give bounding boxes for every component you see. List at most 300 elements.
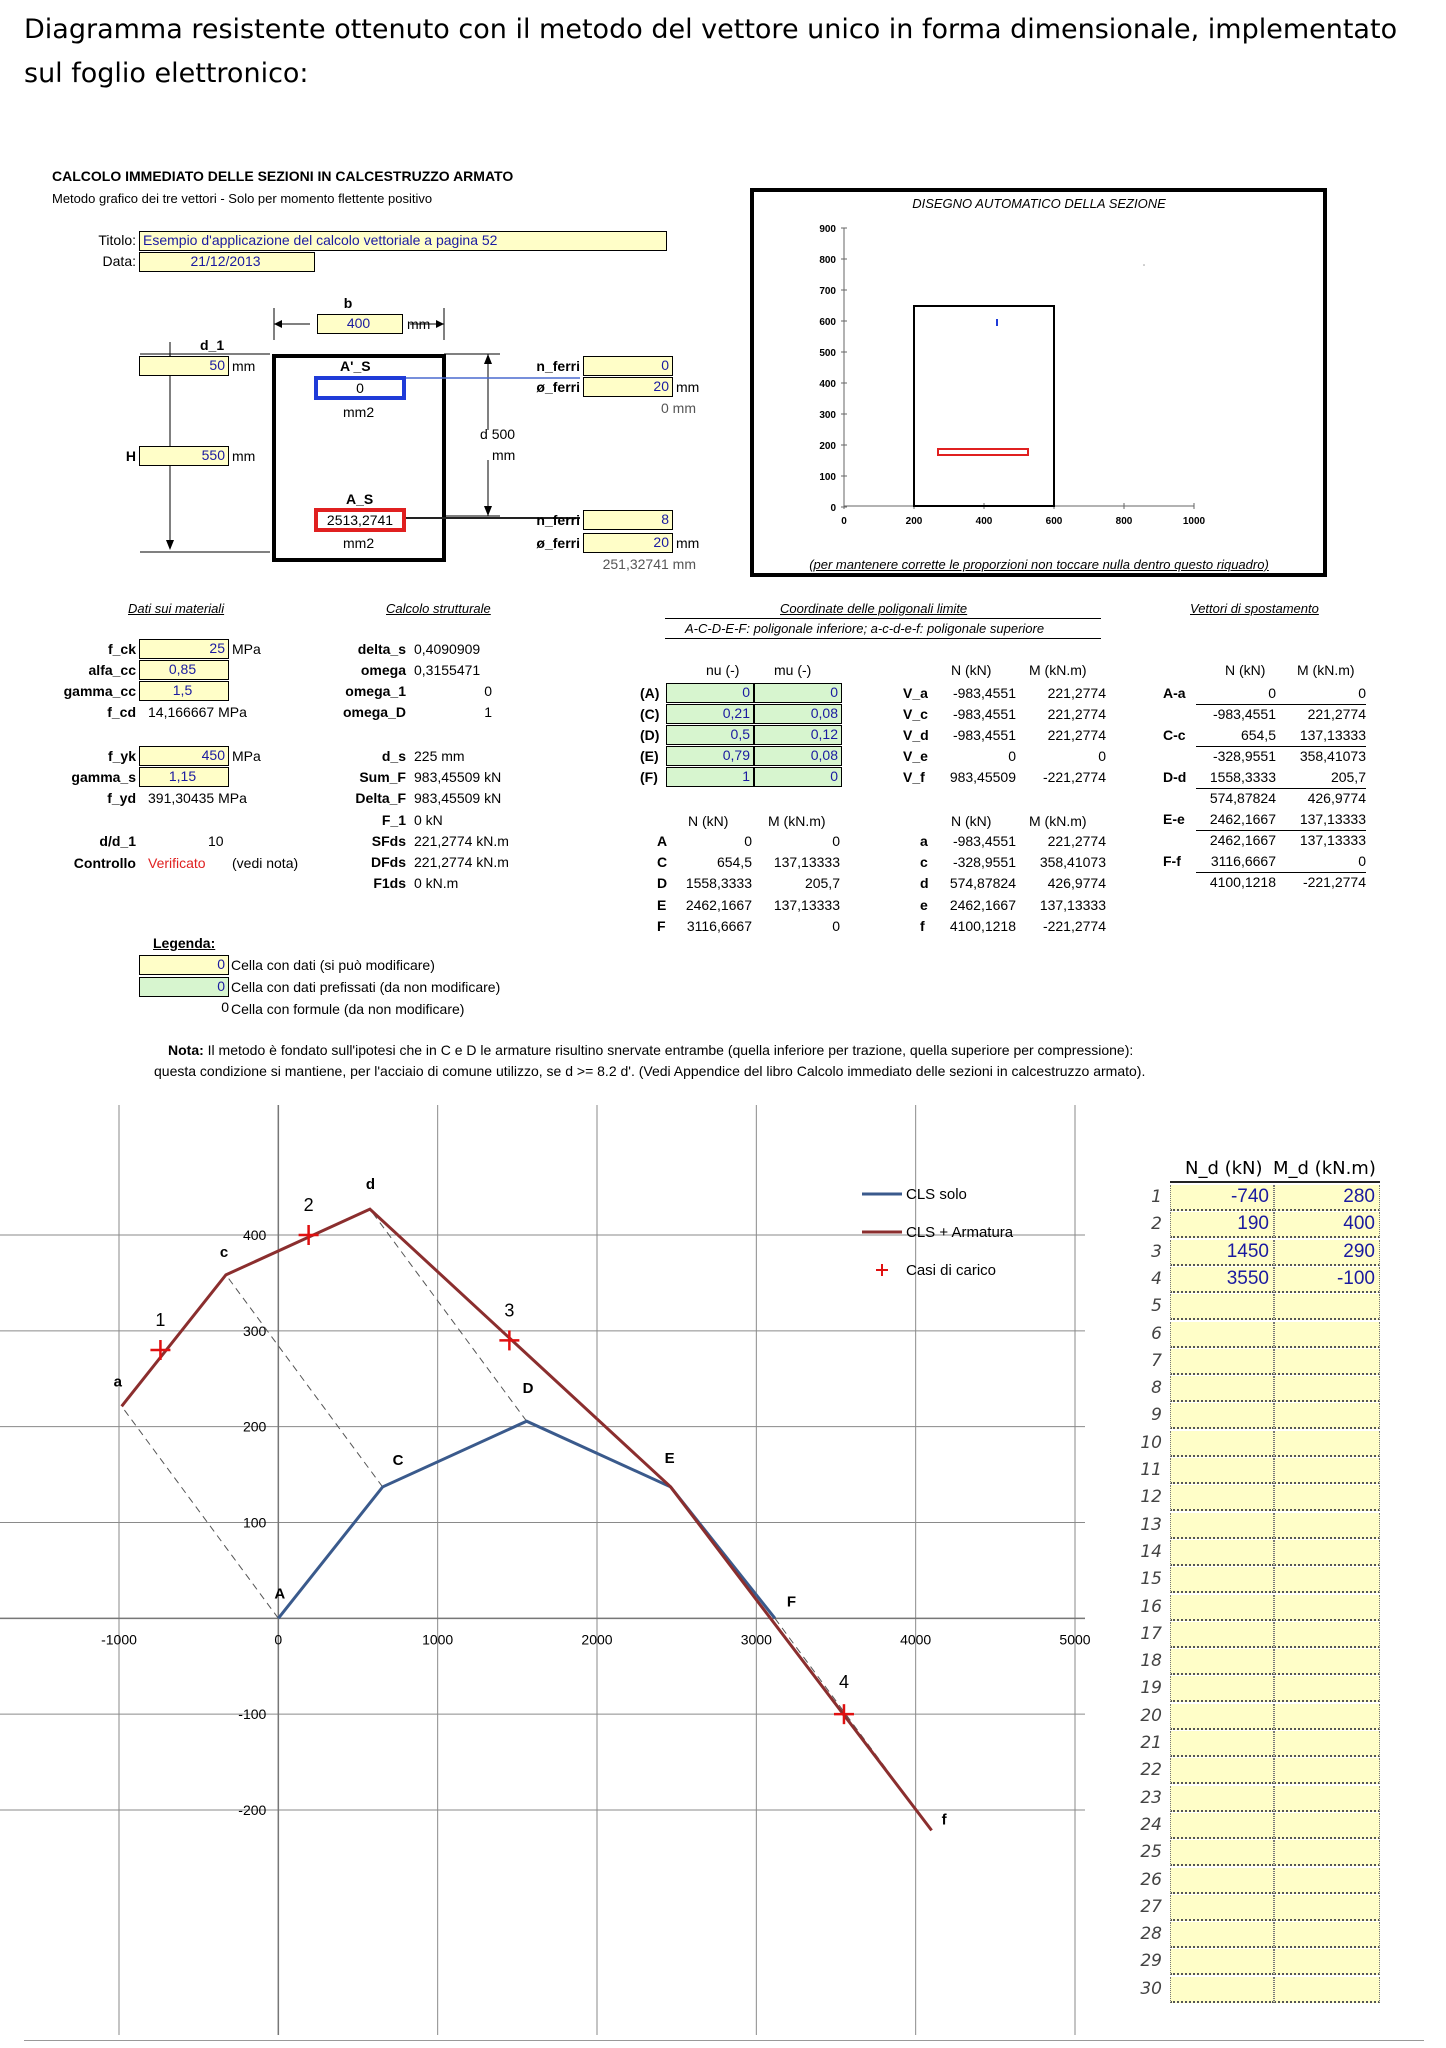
upper-n: 574,87824 [949,875,1016,892]
x-tick-label: 2000 [581,1631,613,1648]
fck-label: f_ck [107,641,136,657]
lower-m: 137,13333 [773,854,840,871]
md-cell[interactable] [1274,1485,1380,1511]
drawing-x-tick: 200 [905,516,923,527]
row-number: 25 [1140,1842,1162,1863]
divider [665,618,1101,619]
dd1-label: d/d_1 [99,833,136,849]
dd1-value: 10 [208,833,224,849]
row-number: 7 [1151,1350,1162,1371]
row-number: 2 [1151,1214,1162,1235]
upper-n-header: N (kN) [951,813,992,829]
mu-value[interactable]: 0 [754,767,842,787]
vertex-label: a [113,1373,122,1391]
md-cell[interactable] [1274,1595,1380,1621]
shift-m1: 137,13333 [1299,811,1366,827]
md-cell[interactable] [1274,1840,1380,1866]
phi-bot-input[interactable]: 20 [583,533,673,553]
lower-tag: D [657,875,668,892]
shift-tag: C-c [1163,727,1186,743]
alfacc-label: alfa_cc [88,662,136,678]
shift-m2: 426,9774 [1307,790,1366,806]
drawing-x-tick: 1000 [1182,516,1206,527]
upper-tag: e [920,896,928,913]
nd-cell[interactable] [1170,1731,1274,1757]
nu-value[interactable]: 0 [666,683,754,703]
row-number: 20 [1140,1705,1162,1726]
nd-cell[interactable] [1170,1622,1274,1648]
legend-swatch: 0 [139,977,229,997]
upper-m: 221,2774 [1047,833,1106,849]
row-number: 1 [1151,1187,1162,1207]
bot-extra: 251,32741 mm [602,556,696,572]
v-tag: V_c [903,706,928,722]
n-ferri-top-input[interactable]: 0 [583,356,673,376]
shift-n2: 574,87824 [1209,790,1276,806]
md-cell[interactable] [1274,1676,1380,1702]
v-n-header: N (kN) [951,662,992,678]
md-header: M_d (kN.m) [1273,1158,1376,1179]
data-label: Data: [102,253,136,269]
top-extra: 0 mm [661,400,696,416]
v-m: -221,2774 [1042,769,1106,785]
struct-value: 983,45509 kN [414,790,502,807]
lower-tag: C [657,854,668,871]
load-case-label: 2 [303,1195,314,1215]
mu-value[interactable]: 0,08 [754,746,842,766]
upper-tag: a [920,833,928,849]
upper-m: -221,2774 [1042,917,1106,934]
nu-tag: (E) [640,748,659,764]
mu-value[interactable]: 0 [754,683,842,703]
struct-label: omega_D [342,704,406,720]
row-number: 17 [1140,1623,1162,1644]
nd-cell[interactable] [1170,1840,1274,1866]
nu-tag: (C) [640,706,660,722]
d1-label: d_1 [200,337,225,353]
y-tick-label: -200 [238,1802,267,1818]
struct-value: 0,4090909 [414,641,481,657]
struct-label: Delta_F [355,790,406,807]
row-number: 5 [1151,1296,1162,1317]
v-m: 0 [1098,748,1106,764]
vertex-label: F [786,1593,797,1611]
struct-value: 221,2774 kN.m [414,854,509,870]
auto-drawing-box [750,188,1327,577]
h-label: H [125,448,136,464]
drawing-y-tick: 500 [819,348,836,359]
struct-label: F_1 [381,811,406,828]
nd-cell[interactable]: 1450 [1170,1240,1274,1266]
drawn-bottom-bar [938,449,1028,455]
md-cell[interactable] [1274,1349,1380,1375]
md-cell[interactable] [1274,1567,1380,1593]
nd-cell[interactable] [1170,1595,1274,1621]
nd-cell[interactable] [1170,1758,1274,1784]
nd-cell[interactable]: 190 [1170,1212,1274,1238]
polygonal-header: Coordinate delle poligonali limite [780,601,968,616]
shift-header: Vettori di spostamento [1190,601,1319,616]
nd-cell[interactable] [1170,1403,1274,1429]
drawing-x-tick: 600 [1045,516,1063,527]
row-number: 26 [1140,1869,1162,1890]
lower-tag: A [657,833,668,849]
lower-n: 654,5 [716,854,752,871]
nd-cell[interactable] [1170,1431,1274,1457]
md-cell[interactable] [1274,1649,1380,1675]
struct-value: 225 mm [414,748,465,764]
lower-m: 205,7 [804,875,840,892]
mu-value[interactable]: 0,12 [754,725,842,745]
section-plot [814,220,1314,540]
shift-m1: 137,13333 [1299,727,1366,743]
md-cell[interactable]: -100 [1274,1267,1380,1293]
legend-text: Cella con dati prefissati (da non modificare) [231,979,501,995]
intro-text: Diagramma resistente ottenuto con il metodo del vettore unico in forma dimensionale, implementato sul foglio elettronico: [24,14,1398,89]
shift-rule [1196,788,1366,789]
upper-n: 2462,1667 [949,896,1016,913]
legend-title: Legenda: [153,935,216,951]
struct-value: 0,3155471 [414,662,481,678]
lower-n: 3116,6667 [686,917,752,934]
note-line2: questa condizione si mantiene, per l'acciaio di comune utilizzo, se d >= 8.2 d'. (Vedi Appendice del libro Calcolo immediato delle sezioni in calcestruzzo armato). [154,1063,1146,1079]
phi-bot-label: ø_ferri [536,535,580,551]
alfacc-input[interactable]: 0,85 [139,660,229,680]
nd-cell[interactable] [1170,1949,1274,1975]
load-case-label: 1 [155,1310,166,1330]
md-cell[interactable]: 400 [1274,1212,1380,1238]
md-cell[interactable] [1274,1431,1380,1457]
note-line1: Nota: Il metodo è fondato sull'ipotesi che in C e D le armature risultino snervate entrambe (quella inferiore per trazione, quella superiore per compressione): [168,1042,1134,1058]
row-number: 4 [1151,1268,1162,1289]
row-number: 27 [1140,1896,1162,1917]
fcd-label: f_cd [107,704,136,720]
legend-label: CLS + Armatura [906,1224,1014,1241]
md-cell[interactable] [1274,1731,1380,1757]
lower-m: 137,13333 [773,896,840,913]
y-tick-label: 300 [242,1322,267,1339]
n-ferri-bot-input[interactable]: 8 [583,510,673,530]
as-top-value: 0 [314,376,406,400]
lower-n-header: N (kN) [688,813,729,829]
nd-cell[interactable] [1170,1676,1274,1702]
nd-cell[interactable] [1170,1786,1274,1812]
as-bot-unit: mm2 [343,535,375,551]
md-cell[interactable] [1274,1403,1380,1429]
shift-n1: 2462,1667 [1209,811,1276,827]
nd-cell[interactable] [1170,1376,1274,1402]
nu-value[interactable]: 1 [666,767,754,787]
shift-n2: -328,9551 [1212,748,1276,764]
shift-m2: 358,41073 [1299,748,1366,764]
row-number: 8 [1151,1378,1162,1399]
row-number: 21 [1140,1733,1162,1753]
drawing-y-tick: 600 [819,317,836,328]
upper-n: 4100,1218 [949,917,1016,934]
md-cell[interactable] [1274,1813,1380,1839]
drawn-section [914,306,1054,506]
md-cell[interactable] [1274,1949,1380,1975]
md-cell[interactable] [1274,1622,1380,1648]
nd-cell[interactable] [1170,1567,1274,1593]
x-tick-label: 4000 [900,1631,932,1648]
mu-header: mu (-) [774,662,812,678]
shift-tag: F-f [1163,853,1181,869]
fck-input[interactable]: 25 [139,639,229,659]
md-cell[interactable] [1274,1294,1380,1320]
nd-cell[interactable] [1170,1458,1274,1484]
x-tick-label: -1000 [101,1631,137,1648]
titolo-input[interactable]: Esempio d'applicazione del calcolo vettoriale a pagina 52 [139,231,667,251]
shift-rule [1196,872,1366,873]
md-cell[interactable]: 290 [1274,1240,1380,1266]
struct-label: DFds [371,854,406,870]
fyk-input[interactable]: 450 [139,746,229,766]
row-number: 10 [1140,1432,1162,1453]
nd-cell[interactable] [1170,1322,1274,1348]
nd-cell[interactable] [1170,1513,1274,1539]
legend-swatch: 0 [221,999,229,1015]
nd-cell[interactable] [1170,1294,1274,1320]
v-m-header: M (kN.m) [1029,662,1087,678]
nd-cell[interactable] [1170,1349,1274,1375]
md-cell[interactable] [1274,1376,1380,1402]
cls-solo-line [278,1421,775,1618]
load-case-label: 3 [504,1300,515,1321]
sheet-subtitle: Metodo grafico dei tre vettori - Solo per momento flettente positivo [52,191,433,206]
d-label-value: d 500 [480,426,516,442]
shift-rule [1196,704,1366,705]
struct-value: 221,2774 kN.m [414,832,509,849]
row-number: 22 [1140,1760,1162,1781]
vertex-label: c [219,1243,229,1261]
shift-n-header: N (kN) [1225,662,1266,678]
md-cell[interactable] [1274,1322,1380,1348]
as-bot-label: A_S [346,491,374,507]
struct-value: 0 kN [414,811,443,828]
row-number: 13 [1140,1514,1162,1535]
fyk-unit: MPa [232,748,261,764]
md-cell[interactable] [1274,1540,1380,1566]
d-unit: mm [492,447,516,463]
bottom-rule [24,2040,1424,2041]
titolo-label: Titolo: [98,232,136,248]
drawing-title: DISEGNO AUTOMATICO DELLA SEZIONE [912,196,1166,211]
fyd-label: f_yd [107,790,136,806]
nd-cell[interactable] [1170,1704,1274,1730]
shift-n2: -983,4551 [1212,706,1276,722]
phi-top-input[interactable]: 20 [583,377,673,397]
drawing-y-tick: 900 [819,224,836,235]
md-cell[interactable] [1274,1704,1380,1730]
v-m: 221,2774 [1047,727,1106,743]
divider [665,638,1101,639]
drawing-y-tick: 0 [830,503,836,514]
fyk-label: f_yk [107,748,136,764]
md-cell[interactable] [1274,1458,1380,1484]
upper-m: 137,13333 [1039,896,1106,913]
upper-tag: f [920,917,925,934]
gammacc-input[interactable]: 1,5 [139,681,229,701]
v-n: -983,4551 [952,685,1016,701]
materials-header: Dati sui materiali [128,601,225,616]
legend-swatch: 0 [139,955,229,975]
struct-label: F1ds [373,875,406,892]
row-number: 24 [1140,1814,1162,1835]
nu-tag: (D) [640,727,660,743]
row-number: 29 [1140,1951,1162,1972]
nd-cell[interactable]: -740 [1170,1185,1274,1211]
drawing-note: (per mantenere corrette le proporzioni non toccare nulla dentro questo riquadro) [809,557,1269,572]
polygonal-subheader: A-C-D-E-F: poligonale inferiore; a-c-d-e-f: poligonale superiore [685,621,1045,636]
sheet-title: CALCOLO IMMEDIATO DELLE SEZIONI IN CALCESTRUZZO ARMATO [52,168,514,184]
struct-label: SFds [371,832,406,849]
as-top-label: A'_S [340,358,371,374]
lower-m-header: M (kN.m) [768,813,826,829]
shift-n1: 3116,6667 [1210,853,1276,869]
md-cell[interactable] [1274,1922,1380,1948]
b-input[interactable]: 400 [317,314,403,334]
gammas-input[interactable]: 1,15 [139,767,229,787]
nd-cell[interactable] [1170,1649,1274,1675]
vertex-label: E [664,1449,675,1467]
v-n: -983,4551 [952,727,1016,743]
structural-header: Calcolo strutturale [386,601,491,616]
shift-rule [1196,746,1366,747]
nd-cell[interactable] [1170,1868,1274,1894]
md-cell[interactable] [1274,1895,1380,1921]
drawing-y-tick: 100 [819,472,836,483]
struct-label: Sum_F [359,769,406,786]
shift-rule [1196,830,1366,831]
lower-n: 0 [744,833,752,849]
shift-n1: 0 [1268,685,1276,701]
shift-n1: 654,5 [1240,727,1276,743]
shift-tag: D-d [1163,769,1187,785]
nd-cell[interactable] [1170,1485,1274,1511]
row-number: 12 [1140,1487,1162,1508]
legend-text: Cella con formule (da non modificare) [231,1001,465,1017]
md-cell[interactable] [1274,1868,1380,1894]
struct-value: 0 [484,683,492,699]
y-tick-label: 200 [242,1418,267,1435]
nd-cell[interactable] [1170,1540,1274,1566]
vertex-label: d [365,1176,376,1194]
nu-value[interactable]: 0,79 [666,746,754,766]
drawing-y-tick: 700 [819,286,836,297]
phi-top-unit: mm [676,379,700,395]
v-n: -983,4551 [952,706,1016,722]
drawing-y-tick: 200 [819,441,836,452]
nu-value[interactable]: 0,21 [666,704,754,724]
phi-top-label: ø_ferri [536,379,580,395]
nd-header: N_d (kN) [1185,1158,1263,1179]
controllo-label: Controllo [73,855,136,871]
b-unit: mm [407,316,431,332]
d1-input[interactable]: 50 [139,356,229,376]
lower-tag: F [657,917,666,934]
struct-value: 983,45509 kN [414,769,502,786]
b-label: b [343,295,353,311]
mu-value[interactable]: 0,08 [754,704,842,724]
lower-n: 2462,1667 [685,896,752,913]
struct-label: delta_s [357,641,406,657]
v-tag: V_a [903,685,928,701]
h-unit: mm [232,448,256,464]
shift-n2: 2462,1667 [1209,832,1276,848]
shift-m2: 221,2774 [1307,706,1366,722]
vertex-label: f [941,1811,947,1829]
data-input[interactable]: 21/12/2013 [139,252,315,272]
row-number: 3 [1151,1241,1162,1262]
md-cell[interactable] [1274,1977,1380,2003]
upper-n: -983,4551 [952,833,1016,849]
shift-m1: 0 [1358,853,1366,869]
controllo-note: (vedi nota) [232,855,299,871]
struct-value: 0 kN.m [414,875,459,892]
drawing-y-tick: 800 [819,255,836,266]
n-ferri-bot-label: n_ferri [536,512,580,528]
nd-cell[interactable]: 3550 [1170,1267,1274,1293]
row-number: 14 [1140,1541,1162,1562]
struct-label: omega [360,662,406,678]
drawn-top-bar [996,319,998,326]
phi-bot-unit: mm [676,535,700,551]
nu-header: nu (-) [706,662,740,678]
md-cell[interactable] [1274,1786,1380,1812]
legend-label: Casi di carico [906,1262,997,1279]
drawing-y-tick: 400 [819,379,836,390]
vertex-label: C [392,1451,404,1469]
interaction-diagram [0,1100,1160,2040]
h-input[interactable]: 550 [139,446,229,466]
nd-cell[interactable] [1170,1922,1274,1948]
chart-legend [862,1186,1014,1279]
lower-tag: E [657,896,667,913]
shift-m1: 0 [1358,685,1366,701]
nd-cell[interactable] [1170,1977,1274,2003]
shift-m1: 205,7 [1330,769,1366,785]
v-tag: V_e [903,748,928,764]
row-number: 28 [1140,1924,1162,1945]
shift-m2: -221,2774 [1302,874,1366,890]
row-number: 19 [1140,1678,1162,1699]
v-m: 221,2774 [1047,685,1106,701]
row-number: 15 [1140,1569,1162,1590]
md-cell[interactable] [1274,1513,1380,1539]
md-cell[interactable]: 280 [1274,1185,1380,1211]
md-cell[interactable] [1274,1758,1380,1784]
shift-tag: E-e [1163,811,1185,827]
row-number: 30 [1140,1978,1162,1999]
x-tick-label: 0 [274,1631,283,1648]
row-number: 16 [1140,1596,1162,1617]
lower-m: 0 [832,917,840,934]
nd-cell[interactable] [1170,1895,1274,1921]
shift-m-header: M (kN.m) [1297,662,1355,678]
v-tag: V_d [903,727,929,743]
x-tick-label: 3000 [740,1631,772,1648]
nu-value[interactable]: 0,5 [666,725,754,745]
struct-label: d_s [381,748,406,764]
shift-m2: 137,13333 [1299,832,1366,848]
nu-tag: (F) [640,769,658,785]
upper-m: 426,9774 [1047,875,1106,892]
y-tick-label: 400 [242,1227,267,1243]
nd-cell[interactable] [1170,1813,1274,1839]
legend-label: CLS solo [906,1186,967,1203]
shift-vector [122,1406,279,1618]
